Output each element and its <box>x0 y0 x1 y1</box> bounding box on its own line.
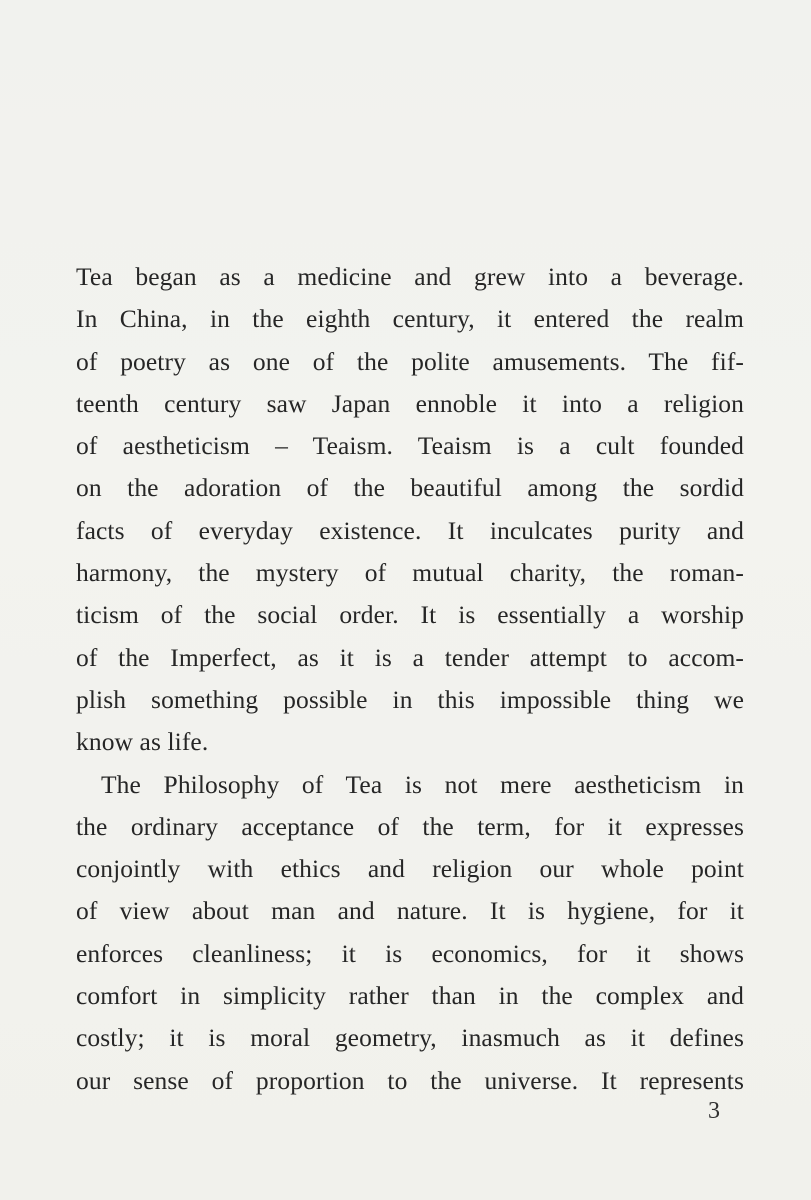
text-line: Tea began as a medicine and grew into a beverage. <box>76 262 744 291</box>
text-line: ticism of the social order. It is essentially a worship <box>76 600 744 630</box>
text-line: on the adoration of the beautiful among the sordid <box>76 473 744 503</box>
text-line: harmony, the mystery of mutual charity, the roman- <box>76 558 744 588</box>
text-line: costly; it is moral geometry, inasmuch as it defines <box>76 1023 744 1053</box>
body-text <box>76 256 744 1102</box>
text-line: of view about man and nature. It is hygiene, for it <box>76 896 744 926</box>
text-line: The Philosophy of Tea is not mere aestheticism in <box>101 769 744 799</box>
paragraph-1 <box>76 256 744 764</box>
text-line: facts of everyday existence. It inculcates purity and <box>76 515 744 545</box>
text-line: of aestheticism – Teaism. Teaism is a cult founded <box>76 431 744 461</box>
text-line: conjointly with ethics and religion our whole point <box>76 854 744 884</box>
paragraph-2 <box>76 764 744 1102</box>
page-number: 3 <box>708 1098 720 1124</box>
text-line: enforces cleanliness; it is economics, for it shows <box>76 938 744 968</box>
text-line: In China, in the eighth century, it entered the realm <box>76 304 744 334</box>
text-line: our sense of proportion to the universe. It represents <box>76 1065 744 1095</box>
text-line: of the Imperfect, as it is a tender attempt to accom- <box>76 642 744 672</box>
text-line: comfort in simplicity rather than in the complex and <box>76 981 744 1011</box>
text-line: plish something possible in this impossible thing we <box>76 684 744 714</box>
text-line: teenth century saw Japan ennoble it into a religion <box>76 388 744 418</box>
text-line: of poetry as one of the polite amusements. The fif- <box>76 346 744 376</box>
text-line: know as life. <box>76 727 209 757</box>
text-line: the ordinary acceptance of the term, for it expresses <box>76 811 744 841</box>
